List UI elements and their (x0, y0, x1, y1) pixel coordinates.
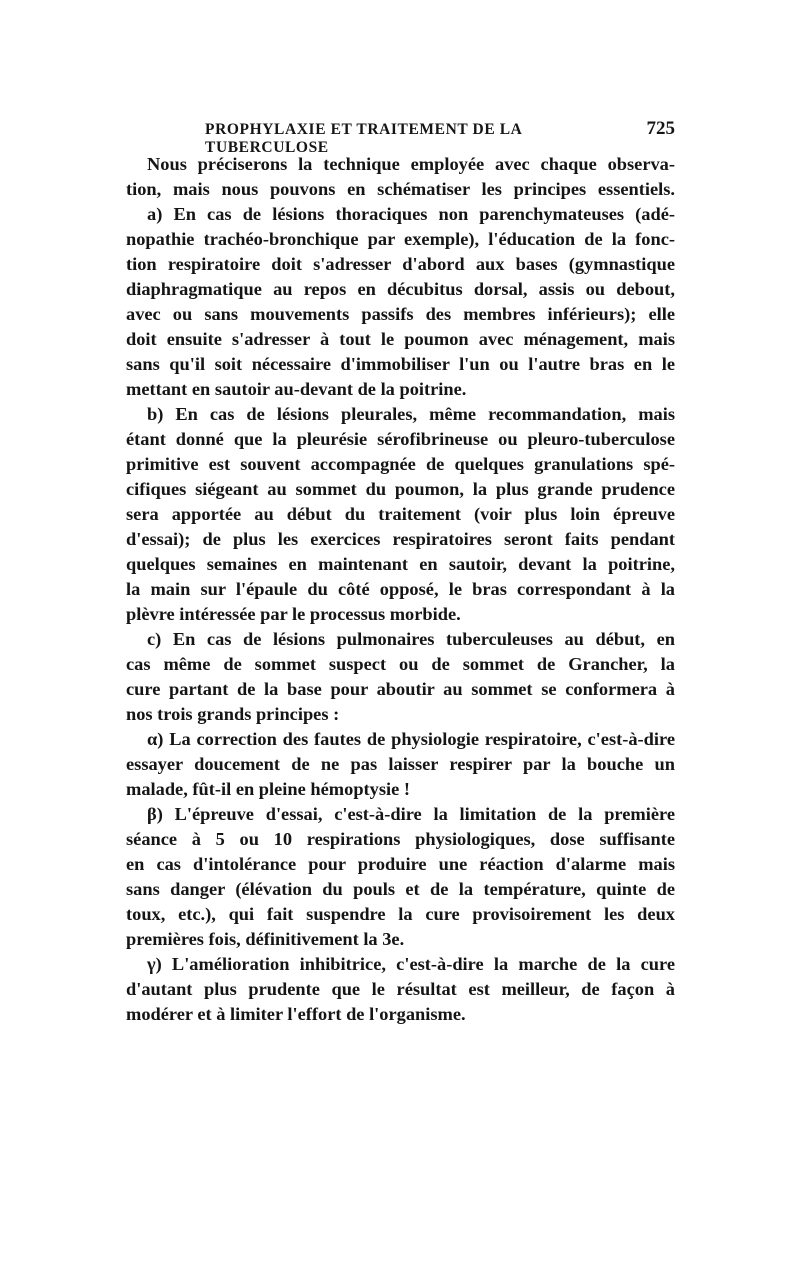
body-text (126, 152, 675, 1027)
text-line: nos trois grands principes : (126, 704, 340, 724)
text-line: α) La correction des fautes de physiologie respiratoire, c'est-à-dire (147, 729, 675, 749)
text-line: diaphragmatique au repos en décubitus dorsal, assis ou debout, (126, 279, 675, 299)
text-line: tion respiratoire doit s'adresser d'abord aux bases (gymnastique (126, 254, 675, 274)
text-line: b) En cas de lésions pleurales, même recommandation, mais (147, 404, 675, 424)
text-line: d'essai); de plus les exercices respiratoires seront faits pendant (126, 529, 675, 549)
text-line: cifiques siégeant au sommet du poumon, la plus grande prudence (126, 479, 675, 499)
text-line: essayer doucement de ne pas laisser respirer par la bouche un (126, 754, 675, 774)
text-line: doit ensuite s'adresser à tout le poumon avec ménagement, mais (126, 329, 675, 349)
text-line: modérer et à limiter l'effort de l'organisme. (126, 1004, 466, 1024)
text-line: cas même de sommet suspect ou de sommet de Grancher, la (126, 654, 675, 674)
text-line: en cas d'intolérance pour produire une réaction d'alarme mais (126, 854, 675, 874)
text-line: sans danger (élévation du pouls et de la température, quinte de (126, 879, 675, 899)
text-line: β) L'épreuve d'essai, c'est-à-dire la limitation de la première (147, 804, 675, 824)
text-line: la main sur l'épaule du côté opposé, le bras correspondant à la (126, 579, 675, 599)
text-line: avec ou sans mouvements passifs des membres inférieurs); elle (126, 304, 675, 324)
text-line: primitive est souvent accompagnée de quelques granulations spé- (126, 454, 675, 474)
running-head: PROPHYLAXIE ET TRAITEMENT DE LA TUBERCULOSE (205, 121, 522, 156)
text-line: sans qu'il soit nécessaire d'immobiliser l'un ou l'autre bras en le (126, 354, 675, 374)
text-line: Nous préciserons la technique employée avec chaque observa- (147, 154, 675, 174)
text-line: mettant en sautoir au-devant de la poitrine. (126, 379, 467, 399)
text-line: tion, mais nous pouvons en schématiser les principes essentiels. (126, 179, 675, 199)
text-line: nopathie trachéo-bronchique par exemple), l'éducation de la fonc- (126, 229, 675, 249)
text-line: sera apportée au début du traitement (voir plus loin épreuve (126, 504, 675, 524)
text-line: plèvre intéressée par le processus morbide. (126, 604, 461, 624)
text-line: malade, fût-il en pleine hémoptysie ! (126, 779, 411, 799)
text-line: d'autant plus prudente que le résultat est meilleur, de façon à (126, 979, 675, 999)
text-line: étant donné que la pleurésie sérofibrineuse ou pleuro-tuberculose (126, 429, 675, 449)
text-line: cure partant de la base pour aboutir au sommet se conformera à (126, 679, 675, 699)
text-line: premières fois, définitivement la 3e. (126, 929, 405, 949)
text-line: a) En cas de lésions thoraciques non parenchymateuses (adé- (147, 204, 675, 224)
text-line: γ) L'amélioration inhibitrice, c'est-à-dire la marche de la cure (147, 954, 675, 974)
page-header (205, 118, 675, 156)
page-number: 725 (646, 118, 675, 139)
text-line: c) En cas de lésions pulmonaires tuberculeuses au début, en (147, 629, 675, 649)
text-line: séance à 5 ou 10 respirations physiologiques, dose suffisante (126, 829, 675, 849)
text-line: quelques semaines en maintenant en sautoir, devant la poitrine, (126, 554, 675, 574)
text-line: toux, etc.), qui fait suspendre la cure provisoirement les deux (126, 904, 675, 924)
